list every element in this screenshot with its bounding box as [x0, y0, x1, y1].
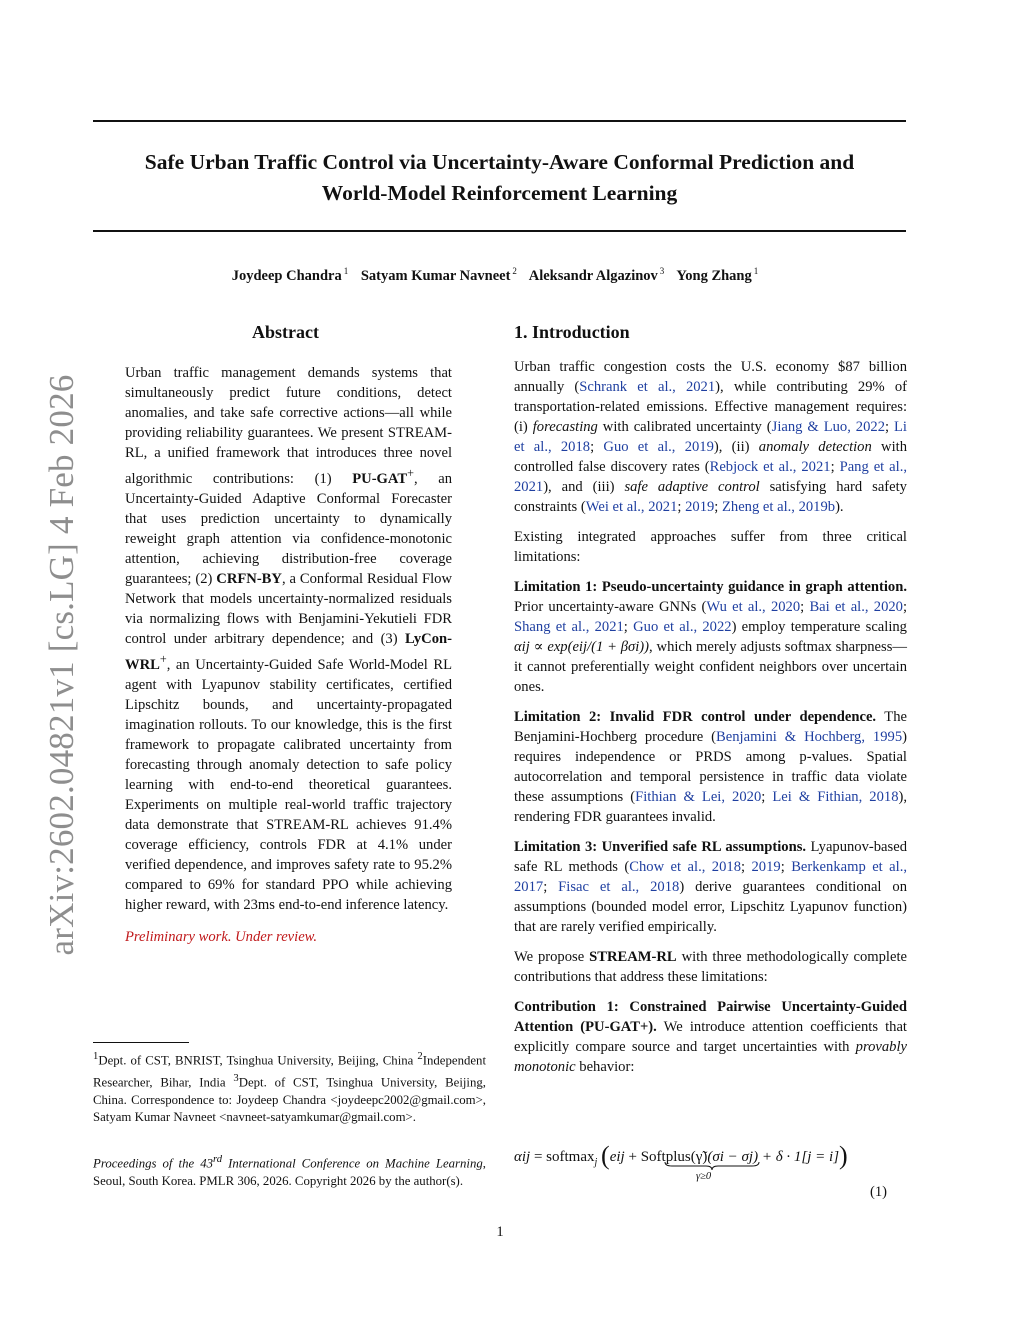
citation-link[interactable]: Pang et al., 2021	[514, 459, 907, 495]
equation-term: eij	[609, 1149, 625, 1165]
paragraph-text: ;	[543, 879, 559, 895]
page-number: 1	[496, 1224, 504, 1240]
citation-link[interactable]: Guo et al., 2022	[633, 619, 732, 635]
abstract-method-name: PU-GAT	[352, 470, 408, 487]
citation-link[interactable]: Benjamini & Hochberg, 1995	[716, 729, 903, 745]
paragraph-text: ;	[590, 439, 604, 455]
paragraph-text: Urban traffic congestion costs the U.S. economy $87 billion annually (	[514, 359, 907, 395]
paragraph-text: forecasting	[532, 419, 598, 435]
abstract-body	[125, 363, 452, 947]
footnote-marker: 3	[233, 1072, 239, 1084]
intro-paragraph	[514, 527, 907, 567]
paragraph-text: ).	[835, 499, 844, 515]
citation-link[interactable]: Schrank et al., 2021	[579, 379, 716, 395]
intro-paragraph	[514, 837, 907, 937]
citation-link[interactable]: Lei & Fithian, 2018	[772, 789, 899, 805]
proceedings-text: , Seoul, South Korea. PMLR 306, 2026. Copyright 2026 by the author(s).	[93, 1156, 486, 1188]
intro-paragraph	[514, 947, 907, 987]
author-list	[93, 266, 906, 285]
citation-link[interactable]: Li et al., 2018	[514, 419, 907, 455]
citation-link[interactable]: Shang et al., 2021	[514, 619, 624, 635]
citation-link[interactable]: Bai et al., 2020	[809, 599, 903, 615]
paragraph-text: ;	[623, 619, 634, 635]
author-name: Aleksandr Algazinov	[528, 267, 658, 284]
equation-subscript: j	[594, 1157, 598, 1168]
paragraph-text: ;	[902, 599, 908, 615]
author-affiliation: 2	[512, 266, 517, 276]
proceedings-notice	[93, 1151, 486, 1190]
paragraph-text: ), (ii)	[713, 439, 759, 455]
paragraph-text: Limitation 1: Pseudo-uncertainty guidance in graph attention.	[514, 579, 907, 595]
abstract-text: Urban traffic management demands systems that simultaneously predict future conditions, detect anomalies, and take safe corrective actions—all while providing reliability guarantees. We present STREAM-RL, a unified framework that introduces three novel algorithmic contributions: (1)	[125, 365, 452, 487]
paragraph-text: Limitation 2: Invalid FDR control under dependence.	[514, 709, 877, 725]
paragraph-text: ;	[677, 499, 686, 515]
abstract-paragraph	[125, 363, 452, 915]
paragraph-text: satisfying hard safety constraints (	[514, 479, 907, 515]
paragraph-text: ;	[761, 789, 773, 805]
paragraph-text: ;	[800, 599, 810, 615]
equation-lhs: αij	[514, 1149, 531, 1165]
equation-paren: )	[839, 1141, 848, 1170]
citation-link[interactable]: Zheng et al., 2019b	[721, 499, 836, 515]
paragraph-text: STREAM-RL	[589, 949, 677, 965]
equation-paren: (	[601, 1141, 610, 1170]
underbrace	[664, 1161, 760, 1171]
paragraph-text: αij ∝ exp(eij/(1 + βσi))	[514, 639, 650, 655]
paragraph-text: ) requires independence or PRDS among p-values. Spatial autocorrelation and temporal persistence in traffic data violate these assumptions (	[514, 729, 907, 805]
proceedings-text: Proceedings of the	[93, 1156, 201, 1171]
paragraph-text: ), rendering FDR guarantees invalid.	[514, 789, 908, 825]
paragraph-text: ;	[830, 459, 840, 475]
abstract-method-name: CRFN-BY	[216, 570, 282, 587]
paragraph-text: ) derive guarantees conditional on assumptions (bounded model error, Lipschitz Lyapunov function) that are rarely verified empirically.	[514, 879, 907, 935]
citation-link[interactable]: Wu et al., 2020	[706, 599, 801, 615]
paragraph-text: safe adaptive control	[624, 479, 760, 495]
review-note: Preliminary work. Under review.	[125, 928, 317, 945]
proceedings-text: rd	[212, 1154, 223, 1165]
abstract-heading: Abstract	[252, 322, 319, 342]
footnote-text: Independent Researcher, Bihar, India	[93, 1053, 486, 1090]
paragraph-text: ;	[885, 419, 895, 435]
citation-link[interactable]: Fisac et al., 2018	[558, 879, 680, 895]
author-name: Joydeep Chandra	[231, 267, 342, 284]
arxiv-identifier-stamp: arXiv:2602.04821v1 [cs.LG] 4 Feb 2026	[42, 374, 81, 956]
paragraph-text: Contribution 1: Constrained Pairwise Uncertainty-Guided Attention (PU-GAT+).	[514, 999, 907, 1035]
citation-link[interactable]: Fithian & Lei, 2020	[635, 789, 762, 805]
paragraph-text: behavior:	[575, 1059, 635, 1075]
abstract-text: , an Uncertainty-Guided Safe World-Model RL agent with Lyapunov stability certificates, certified Lipschitz bounds, and uncertainty-propagated imagination rollouts. To our knowledge, this is the first framework to propagate calibrated uncertainty from forecasting through anomaly detection to safe policy learning with end-to-end theoretical guarantees. Experiments on multiple real-world traffic trajectory data demonstrate that STREAM-RL achieves 91.4% coverage efficiency, controls FDR at 4.1% under verified dependence, and improves safety rate to 95.2% compared to 69% for standard PPO while achieving higher reward, with 23ms end-to-end inference latency.	[125, 656, 452, 913]
intro-paragraph	[514, 707, 907, 827]
intro-paragraph	[514, 357, 907, 517]
author-name: Yong Zhang	[676, 267, 752, 284]
footnote-marker: 2	[417, 1051, 423, 1062]
paragraph-text: The Benjamini-Hochberg procedure (	[514, 709, 907, 745]
equation-operator: = softmax	[530, 1149, 595, 1165]
equation-term: (σi − σj) + δ · 1[j = i]	[707, 1149, 840, 1165]
paragraph-text: ), while contributing 29% of transportation-related emissions. Effective management requires: (i)	[514, 379, 907, 435]
paper-title	[93, 147, 906, 209]
abstract-text: , an Uncertainty-Guided Adaptive Conformal Forecaster that uses prediction uncertainty to dynamically reweight graph attention via confidence-monotonic attention, achieving distribution-free coverage guarantees; (2)	[125, 470, 452, 587]
title-line-1: Safe Urban Traffic Control via Uncertainty-Aware Conformal Prediction and	[144, 150, 855, 174]
footnote-text: Dept. of CST, BNRIST, Tsinghua University, Beijing, China	[98, 1053, 414, 1068]
citation-link[interactable]: 2019	[751, 859, 781, 875]
citation-link[interactable]: Guo et al., 2019	[603, 439, 714, 455]
citation-link[interactable]: Jiang & Luo, 2022	[771, 419, 885, 435]
title-top-rule	[93, 120, 906, 122]
abstract-superscript: +	[407, 466, 414, 480]
equation-operator: +	[624, 1149, 641, 1165]
author-name: Satyam Kumar Navneet	[360, 267, 511, 284]
paragraph-text: provably monotonic	[514, 1039, 907, 1075]
title-line-2: World-Model Reinforcement Learning	[321, 181, 678, 205]
paragraph-text: ;	[741, 859, 752, 875]
paragraph-text: with controlled false discovery rates (	[514, 439, 907, 475]
footnote-marker: 1	[93, 1051, 99, 1062]
title-bottom-rule	[93, 230, 906, 232]
footnote-text: Dept. of CST, Tsinghua University, Beijing, China. Correspondence to: Joydeep Chandra <joydeepc2002@gmail.com>, Satyam Kumar Navneet <navneet-satyamkumar@gmail.com>.	[93, 1075, 486, 1125]
equation-1	[514, 1133, 907, 1193]
introduction-heading: 1. Introduction	[514, 322, 630, 342]
affiliation-footnote	[93, 1048, 486, 1127]
paragraph-text: ), and (iii)	[543, 479, 625, 495]
equation-softplus: Softplus(γ̃)	[640, 1149, 708, 1165]
footnote-rule	[93, 1042, 189, 1043]
citation-link[interactable]: Rebjock et al., 2021	[709, 459, 831, 475]
author-affiliation: 1	[343, 266, 349, 276]
paragraph-text: anomaly detection	[758, 439, 872, 455]
paragraph-text: ;	[714, 499, 722, 515]
citation-link[interactable]: 2019	[685, 499, 715, 515]
paragraph-text: Existing integrated approaches suffer from three critical limitations:	[514, 529, 907, 565]
proceedings-text: International Conference on Machine Learning	[222, 1156, 483, 1171]
paragraph-text: with three methodologically complete contributions that address these limitations:	[514, 949, 907, 985]
intro-paragraph	[514, 577, 907, 697]
author-affiliation: 3	[659, 266, 665, 276]
underbrace-label: γ≥0	[696, 1171, 712, 1182]
paragraph-text: Prior uncertainty-aware GNNs (	[514, 599, 707, 615]
citation-link[interactable]: Berkenkamp et al., 2017	[514, 859, 907, 895]
intro-paragraph	[514, 997, 907, 1077]
abstract-text: , a Conformal Residual Flow Network that models uncertainty-normalized residuals via normalizing flows with Benjamini-Yekutieli FDR control under arbitrary dependence; and (3)	[125, 570, 452, 647]
paragraph-text: ) employ temperature scaling	[731, 619, 907, 635]
proceedings-text: 43	[200, 1156, 213, 1171]
author-affiliation: 1	[753, 266, 759, 276]
equation-number: (1)	[870, 1184, 888, 1200]
abstract-method-name: LyCon-WRL	[125, 630, 452, 673]
citation-link[interactable]: Chow et al., 2018	[629, 859, 741, 875]
paragraph-text: , which merely adjusts softmax sharpness—it cannot preferentially weight confident neighbors over uncertain ones.	[514, 639, 907, 695]
paragraph-text: Lyapunov-based safe RL methods (	[514, 839, 907, 875]
citation-link[interactable]: Wei et al., 2021	[585, 499, 678, 515]
paragraph-text: We introduce attention coefficients that explicitly compare source and target uncertainties with	[514, 1019, 907, 1055]
introduction-body	[514, 357, 907, 1087]
paragraph-text: We propose	[514, 949, 590, 965]
paragraph-text: Limitation 3: Unverified safe RL assumptions.	[514, 839, 807, 855]
abstract-superscript: +	[159, 651, 167, 666]
paragraph-text: ;	[780, 859, 792, 875]
paragraph-text: with calibrated uncertainty (	[597, 419, 772, 435]
